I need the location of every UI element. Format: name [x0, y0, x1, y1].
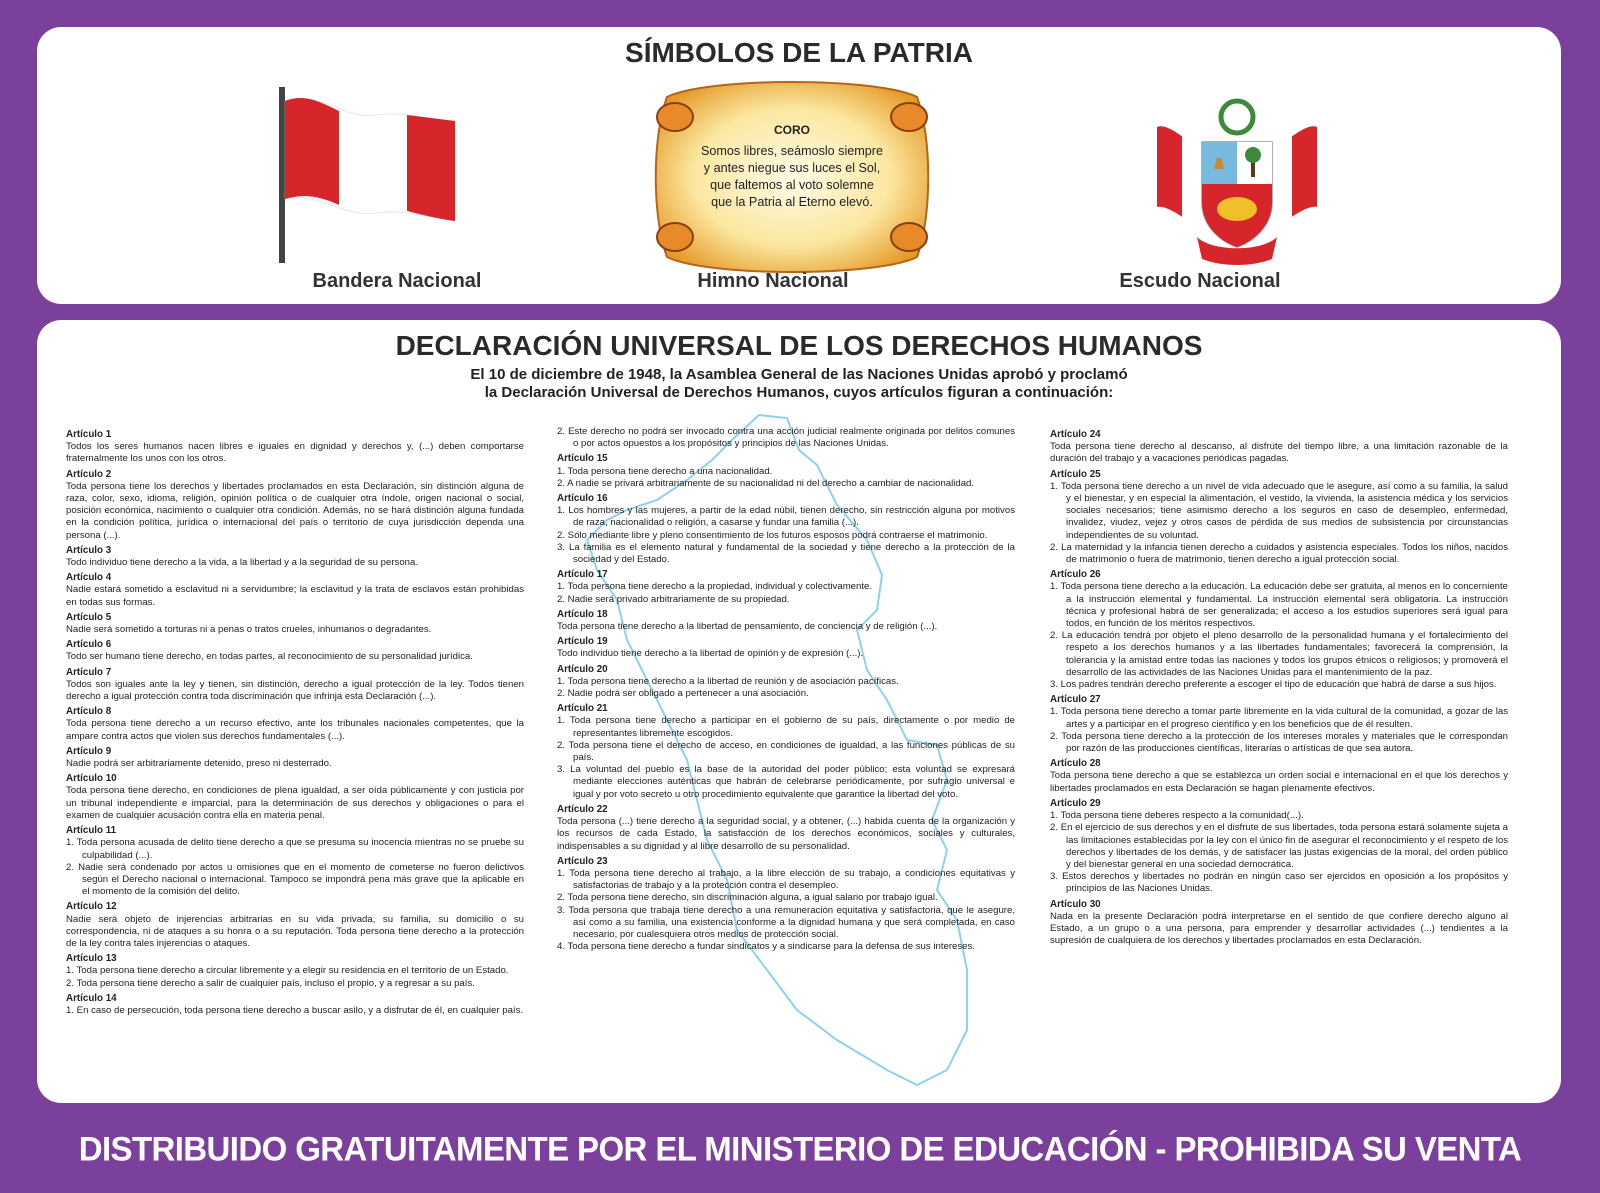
article-heading: Artículo 7 [66, 666, 112, 678]
article-list-item: 2. Nadie podrá ser obligado a pertenecer a una asociación. [557, 688, 809, 700]
article-text: Todo individuo tiene derecho a la vida, a la libertad y a la seguridad de su persona. [66, 557, 419, 569]
article-heading: Artículo 16 [557, 493, 608, 505]
article-heading: Artículo 5 [66, 611, 112, 623]
article-heading: Artículo 29 [1050, 797, 1101, 809]
article-heading: Artículo 3 [66, 544, 112, 556]
subtitle-line: la Declaración Universal de Derechos Humanos, cuyos artículos figuran a continuación: [484, 384, 1114, 401]
article-text: Nada en la presente Declaración podrá interpretarse en el sentido de que confiere derecho alguno al Estado, a un grupo o a una persona, para emprender y desarrollar actividades (...) tendientes a la supresión de cualquiera de los derechos y libertades proclamados en esta Declaración. [1050, 910, 1508, 947]
article-list-item: 2. Nadie será condenado por actos u omisiones que en el momento de cometerse no fueron delictivos según el Derecho nacional o internacional. Tampoco se impondrá pena más grave que la aplicable en el momento de la comisión del delito. [66, 861, 524, 898]
flag-label: Bandera Nacional [312, 270, 482, 292]
article-heading: Artículo 18 [557, 608, 608, 620]
symbols-title: SÍMBOLOS DE LA PATRIA [625, 37, 973, 68]
article-heading: Artículo 25 [1050, 468, 1101, 480]
article-text: Toda persona tiene los derechos y libertades proclamados en esta Declaración, sin distinción alguna de raza, color, sexo, idioma, religión, opinión política o de cualquier otra índole, origen nacional o social, posición económica, nacimiento o cualquier otra condición. Además, no se hará distinción alguna fundada en la condición política, jurídica o internacional del país o territorio de cuya jurisdicción dependa una persona (...). [66, 480, 524, 541]
article-list-item: 3. Toda persona que trabaja tiene derecho a una remuneración equitativa y satisfactoria, que le asegure, así como a su familia, una existencia conforme a la dignidad humana y que será completada, en caso necesario, por cualesquiera otros medios de protección social. [557, 904, 1015, 940]
article-list-item: 2. Toda persona tiene derecho, sin discriminación alguna, a igual salario por trabajo igual. [557, 892, 938, 904]
article-text: Nadie podrá ser arbitrariamente detenido, preso ni desterrado. [66, 758, 332, 770]
article-text: Nadie estará sometido a esclavitud ni a servidumbre; la esclavitud y la trata de esclavos están prohibidas en todas sus formas. [66, 584, 524, 608]
chorus-title: CORO [774, 123, 810, 137]
article-list-item: 2. Toda persona tiene el derecho de acceso, en condiciones de igualdad, a las funciones públicas de su país. [557, 739, 1015, 764]
article-text: Nadie será objeto de injerencias arbitrarias en su vida privada, su familia, su domicilio o su correspondencia, ni de ataques a su honra o a su reputación. Toda persona tiene derecho a la protección de la ley contra tales injerencias o ataques. [66, 913, 524, 949]
article-list-item: 2. La maternidad y la infancia tienen derecho a cuidados y asistencia especiales. Todos los niños, nacidos de matrimonio o fuera de matrimonio, tienen derecho a igual protección social. [1050, 541, 1508, 566]
article-text: Toda persona tiene derecho a la libertad de pensamiento, de conciencia y de religión (...). [557, 621, 938, 633]
article-list-item: 1. En caso de persecución, toda persona tiene derecho a buscar asilo, y a disfrutar de él, en cualquier país. [66, 1004, 524, 1016]
article-heading: Artículo 10 [66, 773, 117, 785]
article-list-item: 1. Toda persona tiene derecho a tomar parte libremente en la vida cultural de la comunidad, a gozar de las artes y a participar en el progreso científico y en los beneficios que de él resulten. [1050, 706, 1508, 730]
article-list-item: 1. Toda persona tiene derecho al trabajo, a la libre elección de su trabajo, a condiciones equitativas y satisfactorias de trabajo y a la protección contra el desempleo. [557, 867, 1015, 892]
articles-column-3 [1050, 426, 1508, 947]
article-list-item: 1. Toda persona tiene derecho a circular libremente y a elegir su residencia en el territorio de un Estado. [66, 965, 509, 977]
chorus-line: y antes niegue sus luces el Sol, [703, 161, 881, 175]
article-list-item: 2. La educación tendrá por objeto el pleno desarrollo de la personalidad humana y el fortalecimiento del respeto a los derechos humanos y a las libertades fundamentales; favorecerá la comprensión, la tolerancia y la amistad entre todas las naciones y todos los grupos étnicos o religiosos; y promoverá el desarrollo de las actividades de las Naciones Unidas para el mantenimiento de la paz. [1050, 630, 1508, 678]
article-list-item: 1. Toda persona tiene derecho a la propiedad, individual y colectivamente. [557, 581, 873, 593]
article-list-item: 1. Toda persona tiene derecho a la educación. La educación debe ser gratuita, al menos en lo concerniente a la instrucción elemental y fundamental. La instrucción elemental será obligatoria. La instrucción técnica y profesional habrá de ser generalizada; el acceso a los estudios superiores será igual para todos, en función de los méritos respectivos. [1050, 581, 1508, 630]
article-text: Toda persona tiene derecho al descanso, al disfrute del tiempo libre, a una limitación razonable de la duración del trabajo y a vacaciones periódicas pagadas. [1050, 441, 1508, 465]
chorus-line: que faltemos al voto solemne [710, 178, 874, 192]
article-heading: Artículo 4 [66, 572, 112, 584]
article-heading: Artículo 28 [1050, 758, 1101, 770]
article-list-item: 1. Los hombres y las mujeres, a partir de la edad núbil, tienen derecho, sin restricción alguna por motivos de raza, nacionalidad o religión, a casarse y fundar una familia (...). [557, 505, 1015, 529]
anthem-chorus [677, 122, 907, 211]
article-heading: Artículo 23 [557, 855, 608, 867]
article-heading: Artículo 6 [66, 639, 112, 651]
article-heading: Artículo 9 [66, 745, 112, 757]
peru-flag-icon [277, 81, 467, 266]
article-heading: Artículo 19 [557, 636, 608, 648]
article-list-item: 3. La familia es el elemento natural y fundamental de la sociedad y tiene derecho a la protección de la sociedad y del Estado. [557, 541, 1015, 566]
subtitle-line: El 10 de diciembre de 1948, la Asamblea General de las Naciones Unidas aprobó y proclamó [470, 366, 1128, 383]
article-heading: Artículo 2 [66, 468, 112, 480]
anthem-label: Himno Nacional [697, 270, 849, 292]
article-heading: Artículo 15 [557, 453, 608, 465]
article-list-item: 2. Toda persona tiene derecho a la protección de los intereses morales y materiales que le correspondan por razón de las producciones científicas, literarias o artísticas de que sea autora. [1050, 730, 1508, 755]
article-list-item: 1. Toda persona tiene derecho a una nacionalidad. [557, 465, 773, 477]
article-heading: Artículo 22 [557, 803, 608, 815]
article-list-item: 1. Toda persona tiene deberes respecto a la comunidad(...). [1050, 810, 1304, 822]
article-heading: Artículo 21 [557, 703, 608, 715]
article-list-item: 2. Este derecho no podrá ser invocado contra una acción judicial realmente originada por delitos comunes o por actos opuestos a los propósitos y principios de las Naciones Unidas. [557, 426, 1015, 450]
chorus-line: Somos libres, seámoslo siempre [701, 144, 883, 158]
chorus-line: que la Patria al Eterno elevó. [711, 195, 873, 209]
article-heading: Artículo 26 [1050, 569, 1101, 581]
article-text: Todos los seres humanos nacen libres e iguales en dignidad y derechos y, (...) deben comportarse fraternalmente los unos con los otros. [66, 441, 524, 465]
article-heading: Artículo 30 [1050, 898, 1101, 910]
shield-label: Escudo Nacional [1119, 270, 1281, 292]
article-list-item: 2. Toda persona tiene derecho a salir de cualquier país, incluso el propio, y a regresar a su país. [66, 977, 475, 989]
article-heading: Artículo 24 [1050, 429, 1101, 440]
article-list-item: 1. Toda persona tiene derecho a un nivel de vida adecuado que le asegure, así como a su familia, la salud y el bienestar, y en especial la alimentación, el vestido, la vivienda, la asistencia médica y los servicios sociales necesarios; tiene asimismo derecho a los seguros en caso de desempleo, enfermedad, invalidez, viudez, vejez y otros casos de pérdida de sus medios de subsistencia por circunstancias independientes de su voluntad. [1050, 480, 1508, 541]
coat-of-arms-icon [1142, 87, 1332, 272]
article-heading: Artículo 12 [66, 901, 117, 913]
article-list-item: 1. Toda persona tiene derecho a participar en el gobierno de su país, directamente o por medio de representantes libremente escogidos. [557, 715, 1015, 739]
article-heading: Artículo 8 [66, 706, 112, 718]
article-list-item: 2. Sólo mediante libre y pleno consentimiento de los futuros esposos podrá contraerse el matrimonio. [557, 529, 988, 541]
article-text: Nadie será sometido a torturas ni a penas o tratos crueles, inhumanos o degradantes. [66, 624, 432, 636]
article-text: Toda persona (...) tiene derecho a la seguridad social, y a obtener, (...) habida cuenta de la organización y los recursos de cada Estado, la satisfacción de los derechos económicos, sociales y culturales, indispensables a su dignidad y al libre desarrollo de su personalidad. [557, 816, 1015, 852]
articles-column-1 [66, 426, 524, 1017]
symbols-panel [37, 27, 1561, 304]
article-list-item: 1. Toda persona acusada de delito tiene derecho a que se presuma su inocencia mientras no se pruebe su culpabilidad (...). [66, 837, 524, 861]
article-text: Toda persona tiene derecho a un recurso efectivo, ante los tribunales nacionales competentes, que la ampare contra actos que violen sus derechos fundamentales (...). [66, 718, 524, 742]
footer-banner: DISTRIBUIDO GRATUITAMENTE POR EL MINISTERIO DE EDUCACIÓN - PROHIBIDA SU VENTA [78, 1129, 1522, 1168]
article-text: Todo individuo tiene derecho a la libertad de opinión y de expresión (...). [557, 648, 864, 660]
article-heading: Artículo 14 [66, 992, 117, 1004]
article-text: Todo ser humano tiene derecho, en todas partes, al reconocimiento de su personalidad jurídica. [66, 651, 473, 663]
article-list-item: 2. En el ejercicio de sus derechos y en el disfrute de sus libertades, toda persona estará solamente sujeta a las limitaciones establecidas por la ley con el único fin de asegurar el reconocimiento y el respeto de los derechos y libertades de los demás, y de satisfacer las justas exigencias de la moral, del orden público y del bienestar general en una sociedad democrática. [1050, 822, 1508, 870]
article-heading: Artículo 11 [66, 825, 117, 837]
declaration-panel [37, 320, 1561, 1103]
article-heading: Artículo 1 [66, 429, 112, 440]
declaration-title: DECLARACIÓN UNIVERSAL DE LOS DERECHOS HUMANOS [395, 330, 1203, 361]
article-text: Toda persona tiene derecho a que se establezca un orden social e internacional en el que los derechos y libertades proclamados en esta Declaración se hagan plenamente efectivos. [1050, 770, 1508, 794]
article-list-item: 2. A nadie se privará arbitrariamente de su nacionalidad ni del derecho a cambiar de nacionalidad. [557, 477, 975, 489]
article-heading: Artículo 17 [557, 569, 608, 581]
article-heading: Artículo 27 [1050, 694, 1101, 706]
article-heading: Artículo 13 [66, 953, 117, 965]
article-text: Todos son iguales ante la ley y tienen, sin distinción, derecho a igual protección de la ley. Todos tienen derecho a igual protección contra toda discriminación que infrinja esta Declaración (...). [66, 678, 524, 703]
declaration-subtitle [37, 366, 1561, 402]
article-text: Toda persona tiene derecho, en condiciones de plena igualdad, a ser oída públicamente y con justicia por un tribunal independiente e imparcial, para la determinación de sus derechos y obligaciones o para el examen de cualquier acusación contra ella en materia penal. [66, 785, 524, 821]
article-list-item: 3. Estos derechos y libertades no podrán en ningún caso ser ejercidos en oposición a los propósitos y principios de las Naciones Unidas. [1050, 871, 1508, 895]
article-list-item: 4. Toda persona tiene derecho a fundar sindicatos y a sindicarse para la defensa de sus intereses. [557, 941, 975, 953]
article-list-item: 3. La voluntad del pueblo es la base de la autoridad del poder público; esta voluntad se expresará mediante elecciones auténticas que habrán de celebrarse periódicamente, por sufragio universal e igual y por voto secreto u otro procedimiento equivalente que garantice la libertad del voto. [557, 764, 1015, 800]
article-list-item: 3. Los padres tendrán derecho preferente a escoger el tipo de educación que habrá de darse a sus hijos. [1050, 679, 1497, 691]
article-heading: Artículo 20 [557, 663, 608, 675]
article-list-item: 2. Nadie será privado arbitrariamente de su propiedad. [557, 593, 790, 605]
article-list-item: 1. Toda persona tiene derecho a la libertad de reunión y de asociación pacíficas. [557, 675, 899, 687]
articles-column-2 [557, 426, 1015, 953]
